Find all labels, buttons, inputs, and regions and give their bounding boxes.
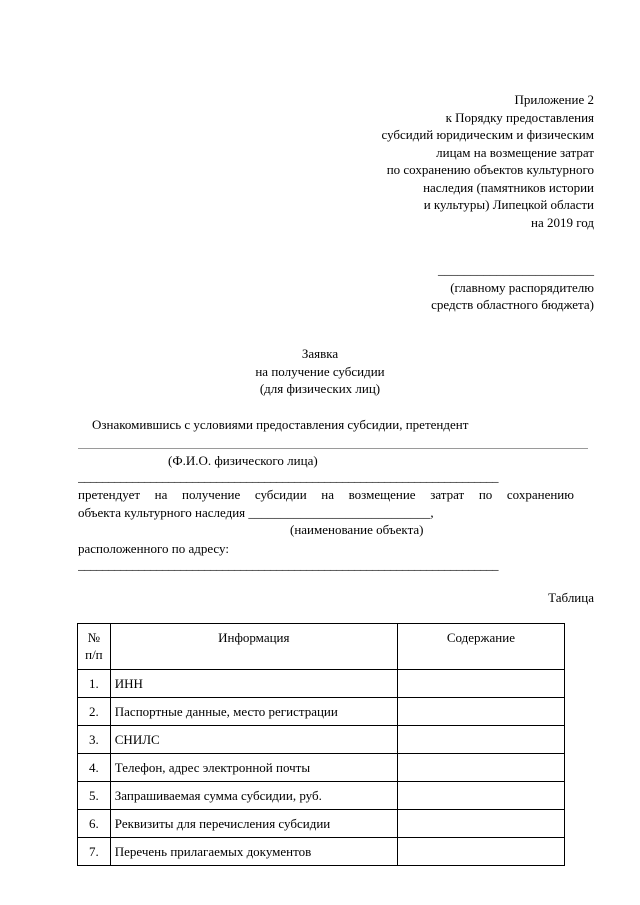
row-content[interactable]	[397, 670, 564, 698]
addressee-block	[431, 261, 594, 314]
claims-text	[78, 486, 574, 504]
row-content[interactable]	[397, 754, 564, 782]
addressee-text: средств областного бюджета)	[431, 297, 594, 312]
intro-text: Ознакомившись с условиями предоставления субсидии, претендент	[92, 417, 469, 432]
claims-word: сохранению	[506, 487, 574, 502]
addressee-text: (главному распорядителю	[450, 279, 594, 295]
row-content[interactable]	[397, 838, 564, 866]
appendix-line: на 2019 год	[531, 214, 594, 230]
application-title	[0, 345, 640, 398]
row-content[interactable]	[397, 726, 564, 754]
header-info: Информация	[110, 624, 397, 670]
table-row	[78, 810, 565, 838]
appendix-line: лицам на возмещение затрат	[436, 144, 594, 160]
title-line: (для физических лиц)	[259, 381, 381, 396]
appendix-header	[381, 91, 594, 231]
table-row	[78, 670, 565, 698]
claims-word: претендует	[78, 487, 141, 502]
claims-word: затрат	[430, 487, 465, 502]
row-content[interactable]	[397, 810, 564, 838]
object-line: объекта культурного наследия ____________________________,	[78, 505, 434, 520]
appendix-line: к Порядку предоставления	[445, 109, 594, 125]
header-num	[78, 624, 111, 670]
row-content[interactable]	[397, 698, 564, 726]
row-info: ИНН	[110, 670, 397, 698]
claims-word: получение	[181, 487, 241, 502]
row-num: 4.	[78, 754, 111, 782]
appendix-line: наследия (памятников истории	[423, 179, 594, 195]
table-row	[78, 698, 565, 726]
info-table	[77, 623, 565, 866]
row-info: Реквизиты для перечисления субсидии	[110, 810, 397, 838]
object-caption: (наименование объекта)	[290, 522, 424, 537]
row-num: 7.	[78, 838, 111, 866]
table-row	[78, 838, 565, 866]
row-info: СНИЛС	[110, 726, 397, 754]
header-num-line: №	[87, 630, 101, 645]
claims-word: на	[321, 487, 334, 502]
claims-word: по	[478, 487, 493, 502]
table-row	[78, 754, 565, 782]
fio-caption: (Ф.И.О. физического лица)	[168, 453, 318, 468]
fio-blank-rule	[78, 448, 588, 449]
address-blank-line: ______________________________________________________________________	[78, 557, 498, 572]
row-info: Перечень прилагаемых документов	[110, 838, 397, 866]
header-content: Содержание	[397, 624, 564, 670]
row-info: Запрашиваемая сумма субсидии, руб.	[110, 782, 397, 810]
appendix-line: субсидий юридическим и физическим	[381, 127, 594, 142]
row-num: 1.	[78, 670, 111, 698]
claims-word: возмещение	[348, 487, 416, 502]
claims-word: субсидии	[254, 487, 307, 502]
title-line: Заявка	[301, 346, 339, 361]
blank-line: ______________________________________________________________________	[78, 469, 498, 484]
appendix-line: по сохранению объектов культурного	[386, 162, 594, 177]
table-header-row	[78, 624, 565, 670]
row-content[interactable]	[397, 782, 564, 810]
title-line: на получение субсидии	[255, 363, 385, 379]
row-num: 5.	[78, 782, 111, 810]
appendix-line: Приложение 2	[514, 92, 594, 107]
table-row	[78, 726, 565, 754]
row-num: 6.	[78, 810, 111, 838]
addressee-blank-line: ________________________	[438, 262, 594, 277]
table-label: Таблица	[548, 590, 594, 605]
row-info: Телефон, адрес электронной почты	[110, 754, 397, 782]
header-num-line: п/п	[85, 647, 103, 662]
row-num: 3.	[78, 726, 111, 754]
table-row	[78, 782, 565, 810]
address-label: расположенного по адресу:	[78, 541, 229, 556]
appendix-line: и культуры) Липецкой области	[423, 197, 594, 212]
row-info: Паспортные данные, место регистрации	[110, 698, 397, 726]
row-num: 2.	[78, 698, 111, 726]
claims-word: на	[154, 487, 168, 502]
